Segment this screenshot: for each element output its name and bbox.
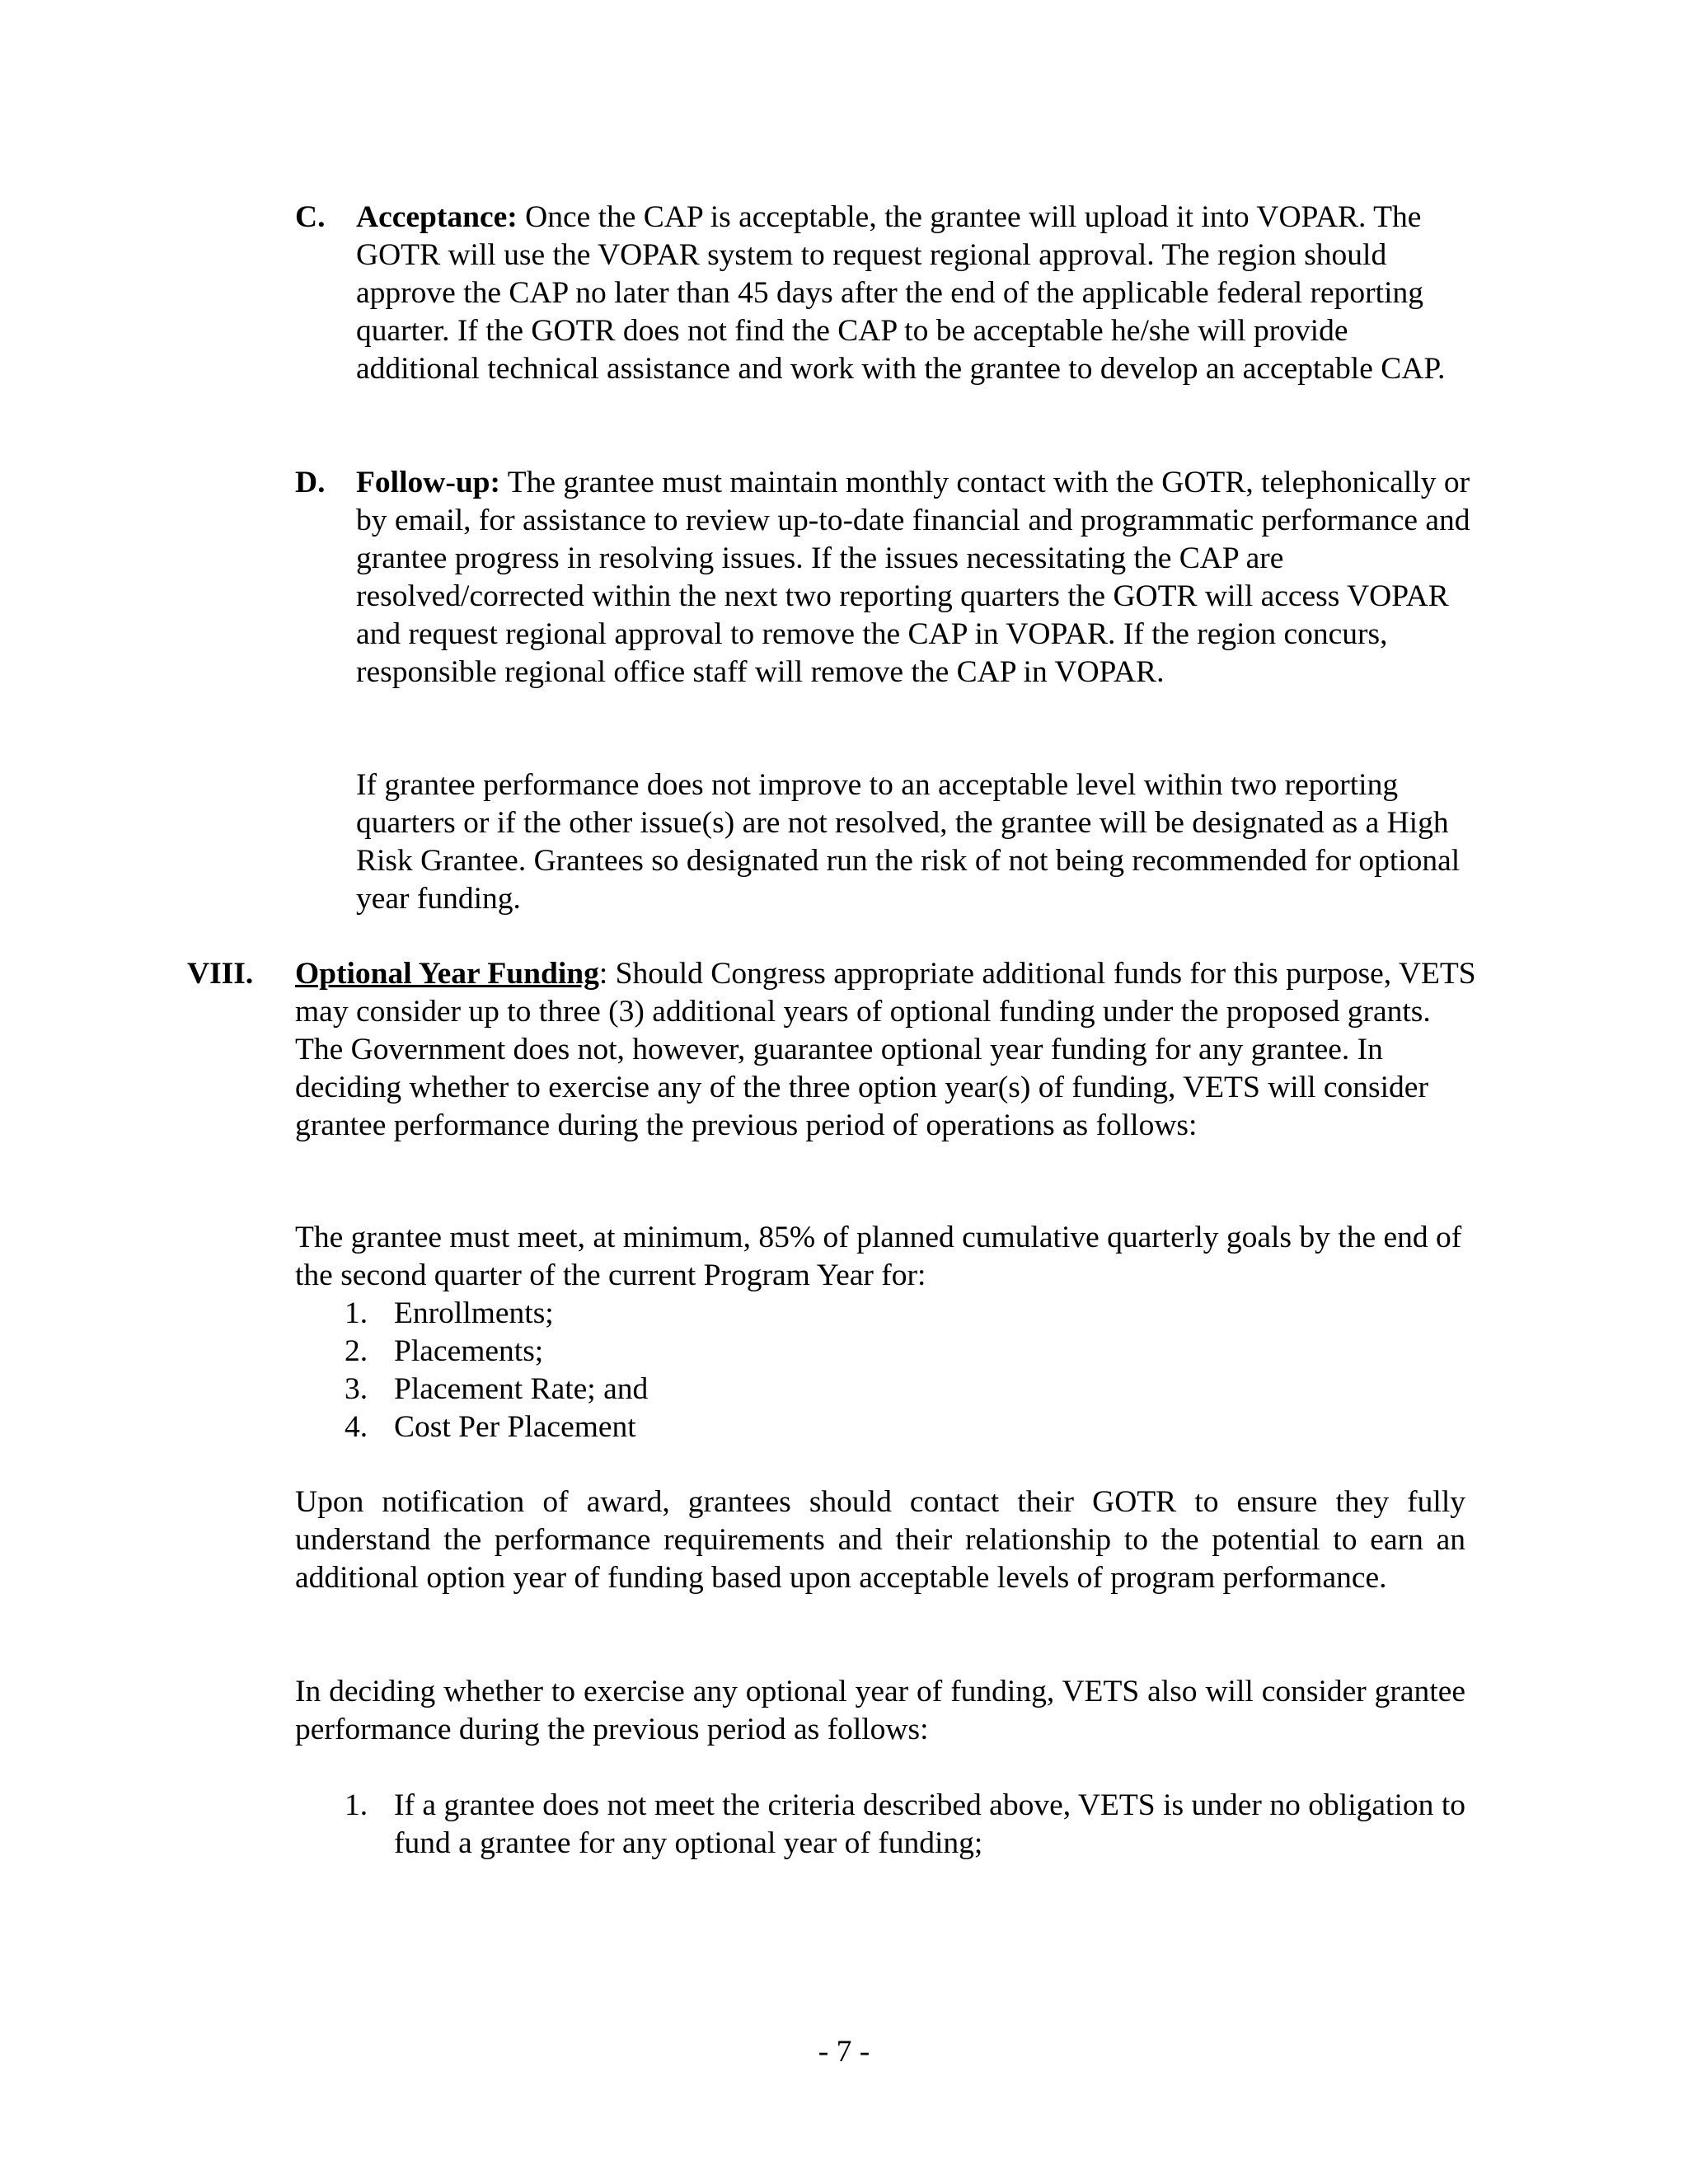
list-item [345,1408,1086,1446]
goals-paragraph: The grantee must meet, at minimum, 85% of planned cumulative quarterly goals by the end of the second quarter of the current Program Year for: [295,1221,1462,1292]
section-d-paragraph-2: If grantee performance does not improve to an acceptable level within two reporting quarters or if the other issue(s) are not resolved, the grantee will be designated as a High Risk Grantee. Grantees so designated run the risk of not being recommended for optional year funding. [356,768,1461,916]
list-item-text: Placement Rate; and [394,1372,649,1406]
list-item-text: If a grantee does not meet the criteria described above, VETS is under no obligation to fund a grantee for any optional year of funding; [394,1788,1465,1860]
section-d-paragraph [356,464,1477,691]
list-item-number: 2. [345,1334,368,1368]
section-d-marker: D. [295,466,326,499]
list-item [345,1371,1086,1408]
section-viii-intro [295,955,1482,1145]
section-viii-marker: VIII. [187,957,254,991]
section-c-lead: Acceptance: [356,200,518,234]
section-c-marker: C. [295,200,326,234]
section-viii-intro-text: : Should Congress appropriate additional funds for this purpose, VETS may consider up to three (3) additional years of optional funding under the proposed grants. The Government does not, however, guarantee optional year funding for any grantee. In deciding whether to exercise any of the three option year(s) of funding, VETS will consider grantee performance during the previous period of operations as follows: [295,957,1476,1142]
list-item-text: Cost Per Placement [394,1410,636,1444]
goals-list [345,1295,1086,1446]
section-d-lead: Follow-up: [356,466,501,499]
section-d-text: The grantee must maintain monthly contact with the GOTR, telephonically or by email, for assistance to review up-to-date financial and programmatic performance and grantee progress in resolving issues. If the issues necessitating the CAP are resolved/corrected within the next two reporting quarters the GOTR will access VOPAR and request regional approval to remove the CAP in VOPAR. If the region concurs, responsible regional office staff will remove the CAP in VOPAR. [356,466,1470,689]
list-item-number: 4. [345,1410,368,1444]
consider-paragraph: In deciding whether to exercise any optional year of funding, VETS also will consider grantee performance during the previous period as follows: [295,1675,1465,1746]
award-paragraph: Upon notification of award, grantees should contact their GOTR to ensure they fully understand the performance requirements and their relationship to the potential to earn an additional option year of funding based upon acceptable levels of program performance. [295,1485,1465,1595]
list-item-number: 1. [345,1296,368,1330]
section-c-text: Once the CAP is acceptable, the grantee will upload it into VOPAR. The GOTR will use the VOPAR system to request regional approval. The region should approve the CAP no later than 45 days after the end of the applicable federal reporting quarter. If the GOTR does not find the CAP to be acceptable he/she will provide additional technical assistance and work with the grantee to develop an acceptable CAP. [356,200,1446,386]
list-item [345,1787,1465,1863]
list-item-text: Placements; [394,1334,544,1368]
list-item-text: Enrollments; [394,1296,554,1330]
criteria-list [345,1787,1465,1863]
page-number: - 7 - [818,2035,870,2069]
list-item-number: 3. [345,1372,368,1406]
list-item [345,1333,1086,1371]
list-item [345,1295,1086,1333]
list-item-number: 1. [345,1788,368,1822]
section-viii-heading: Optional Year Funding [295,957,599,991]
section-c-paragraph [356,199,1477,388]
